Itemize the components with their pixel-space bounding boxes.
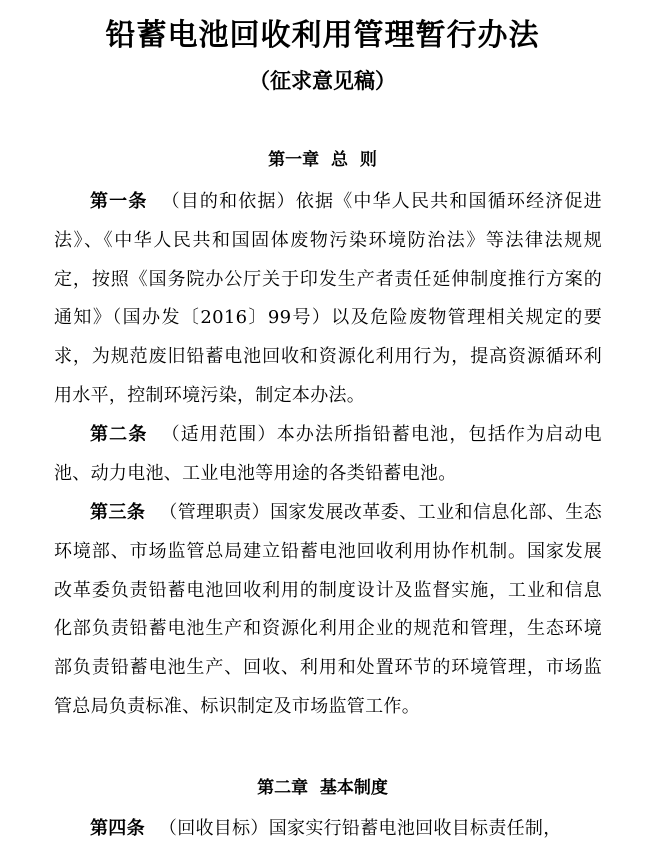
chapter-heading-2: 第二章 基本制度 [257, 778, 388, 798]
chapter-heading-1: 第一章 总 则 [268, 150, 377, 170]
article-3 [54, 494, 602, 727]
article-number: 第三条 [90, 502, 146, 523]
article-body: 国家发展改革委、工业和信息化部、生态环境部、市场监管总局建立铅蓄电池回收利用协作机制。国家发展改革委负责铅蓄电池回收利用的制度设计及监督实施，工业和信息化部负责铅蓄电池生产和资源化利用企业的规范和管理，生态环境部负责铅蓄电池生产、回收、利用和处置环节的环境管理，市场监管总局负责标准、标识制定及市场监管工作。 [54, 502, 602, 717]
document-subtitle: （征求意见稿） [249, 69, 396, 93]
article-4 [54, 810, 602, 849]
article-number: 第四条 [90, 818, 145, 839]
article-1 [54, 183, 602, 416]
article-topic: （目的和依据） [161, 191, 296, 212]
article-number: 第二条 [90, 424, 148, 445]
article-body: 依据《中华人民共和国循环经济促进法》、《中华人民共和国固体废物污染环境防治法》等法律法规规定，按照《国务院办公厅关于印发生产者责任延伸制度推行方案的通知》（国办发〔2016〕99号）以及危险废物管理相关规定的要求，为规范废旧铅蓄电池回收和资源化利用行为，提高资源循环利用水平，控制环境污染，制定本办法。 [54, 191, 602, 406]
article-2 [54, 416, 602, 494]
article-topic: （管理职责） [159, 502, 271, 523]
article-body: 本办法所指铅蓄电池，包括作为启动电池、动力电池、工业电池等用途的各类铅蓄电池。 [54, 424, 602, 484]
article-number: 第一条 [90, 191, 148, 212]
article-topic: （回收目标） [158, 818, 269, 839]
article-body: 国家实行铅蓄电池回收目标责任制， [268, 818, 562, 839]
document-title: 铅蓄电池回收利用管理暂行办法 [105, 18, 540, 53]
article-topic: （适用范围） [161, 424, 277, 445]
